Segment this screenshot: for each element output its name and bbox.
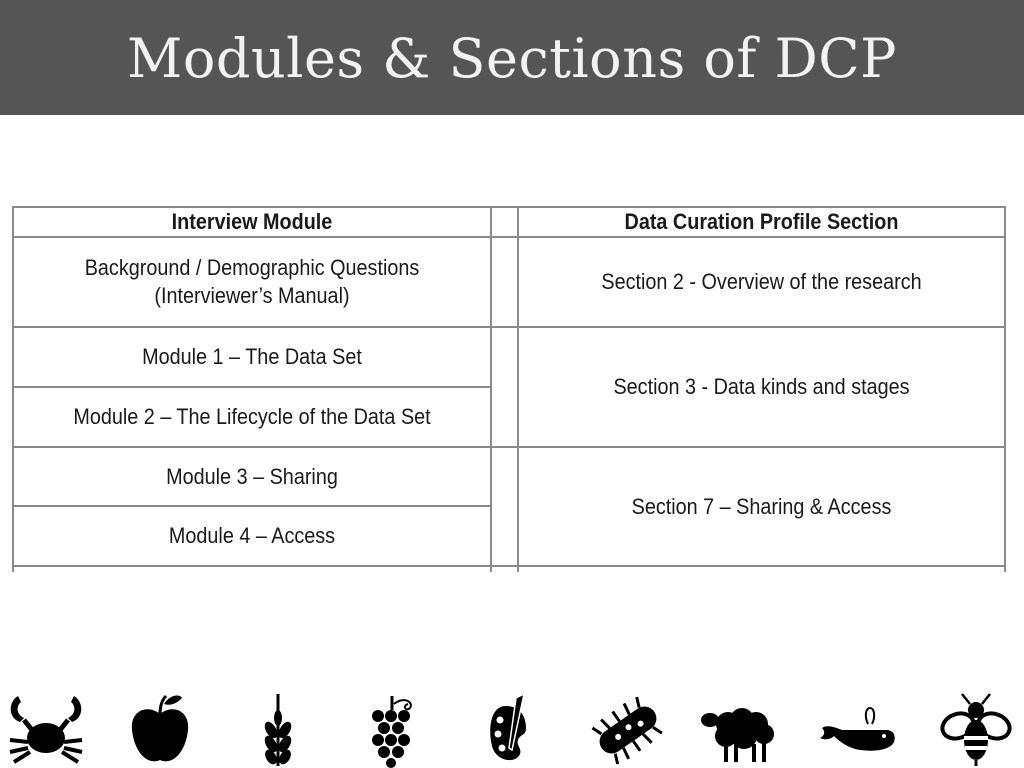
row-divider (12, 565, 1006, 567)
bacterium-icon (586, 690, 670, 768)
whale-icon (814, 690, 898, 768)
section-3: Section 3 - Data kinds and stages (613, 374, 910, 399)
module-2: Module 2 – The Lifecycle of the Data Set (73, 404, 431, 429)
modules-sections-table (12, 206, 1006, 572)
crab-icon (4, 690, 88, 768)
bee-icon (934, 690, 1018, 768)
apple-icon (118, 690, 202, 768)
column-divider (490, 206, 492, 572)
column-divider (517, 206, 519, 572)
slide-title: Modules & Sections of DCP (127, 27, 897, 90)
module-1: Module 1 – The Data Set (142, 344, 362, 369)
paint-palette-icon (466, 690, 550, 768)
module-background-line1: Background / Demographic Questions (84, 255, 420, 280)
title-bar (0, 0, 1024, 115)
header-dcp-section: Data Curation Profile Section (624, 209, 899, 234)
module-3: Module 3 – Sharing (166, 463, 338, 489)
grapes-icon (350, 690, 434, 768)
footer-icon-row (0, 690, 1024, 768)
sheep-icon (698, 690, 782, 768)
section-7: Section 7 – Sharing & Access (631, 493, 892, 519)
table-border-right (1004, 206, 1006, 572)
module-background-line2: (Interviewer’s Manual) (154, 283, 350, 308)
section-2: Section 2 - Overview of the research (601, 269, 922, 294)
module-background (38, 238, 466, 326)
header-interview-module: Interview Module (171, 209, 333, 234)
table-border-left (12, 206, 14, 572)
module-4: Module 4 – Access (168, 523, 336, 548)
wheat-icon (236, 690, 320, 768)
